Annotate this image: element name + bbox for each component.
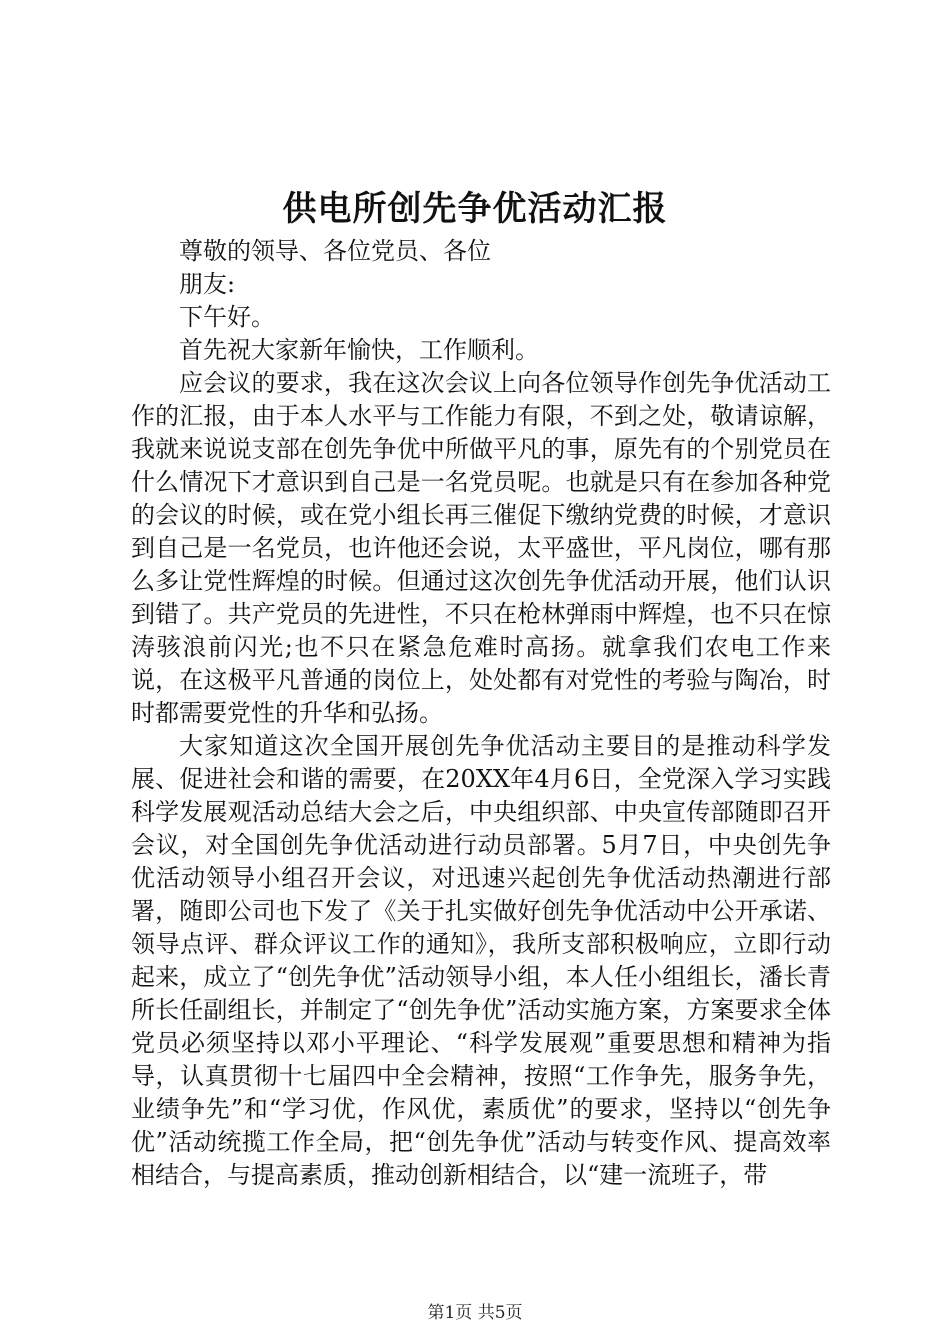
body-paragraph-1: 应会议的要求，我在这次会议上向各位领导作创先争优活动工作的汇报，由于本人水平与工作能力有限，不到之处，敬请谅解，我就来说说支部在创先争优中所做平凡的事，原先有的个别党员在什么情况下才意识到自己是一名党员呢。也就是只有在参加各种党的会议的时候，或在党小组长再三催促下缴纳党费的时候，才意识到自己是一名党员，也许他还会说，太平盛世，平凡岗位，哪有那么多让党性辉煌的时候。但通过这次创先争优活动开展，他们认识到错了。共产党员的先进性，不只在枪林弹雨中辉煌，也不只在惊涛骇浪前闪光;也不只在紧急危难时高扬。就拿我们农电工作来说，在这极平凡普通的岗位上，处处都有对党性的考验与陶冶，时时都需要党性的升华和弘扬。: [131, 369, 831, 727]
document-title: 供电所创先争优活动汇报: [282, 189, 668, 229]
body-paragraph-2: 大家知道这次全国开展创先争优活动主要目的是推动科学发展、促进社会和谐的需要，在20XX年4月6日，全党深入学习实践科学发展观活动总结大会之后，中央组织部、中央宣传部随即召开会议，对全国创先争优活动进行动员部署。5月7日，中央创先争优活动领导小组召开会议，对迅速兴起创先争优活动热潮进行部署，随即公司也下发了《关于扎实做好创先争优活动中公开承诺、领导点评、群众评议工作的通知》，我所支部积极响应，立即行动起来，成立了“创先争优”活动领导小组，本人任小组组长，潘长青所长任副组长，并制定了“创先争优”活动实施方案，方案要求全体党员必须坚持以邓小平理论、“科学发展观”重要思想和精神为指导，认真贯彻十七届四中全会精神，按照“工作争先，服务争先，业绩争先”和“学习优，作风优，素质优”的要求，坚持以“创先争优”活动统揽工作全局，把“创先争优”活动与转变作风、提高效率相结合，与提高素质，推动创新相结合，以“建一流班子，带: [131, 732, 831, 1189]
page-number-footer: 第1页 共5页: [427, 1303, 523, 1323]
greeting-line-2: 朋友:: [179, 270, 236, 298]
greeting-line-3: 下午好。: [179, 303, 275, 331]
document-body: [131, 235, 831, 1192]
greeting-line-4: 首先祝大家新年愉快，工作顺利。: [179, 336, 539, 364]
greeting-line-1: 尊敬的领导、各位党员、各位: [179, 237, 491, 265]
